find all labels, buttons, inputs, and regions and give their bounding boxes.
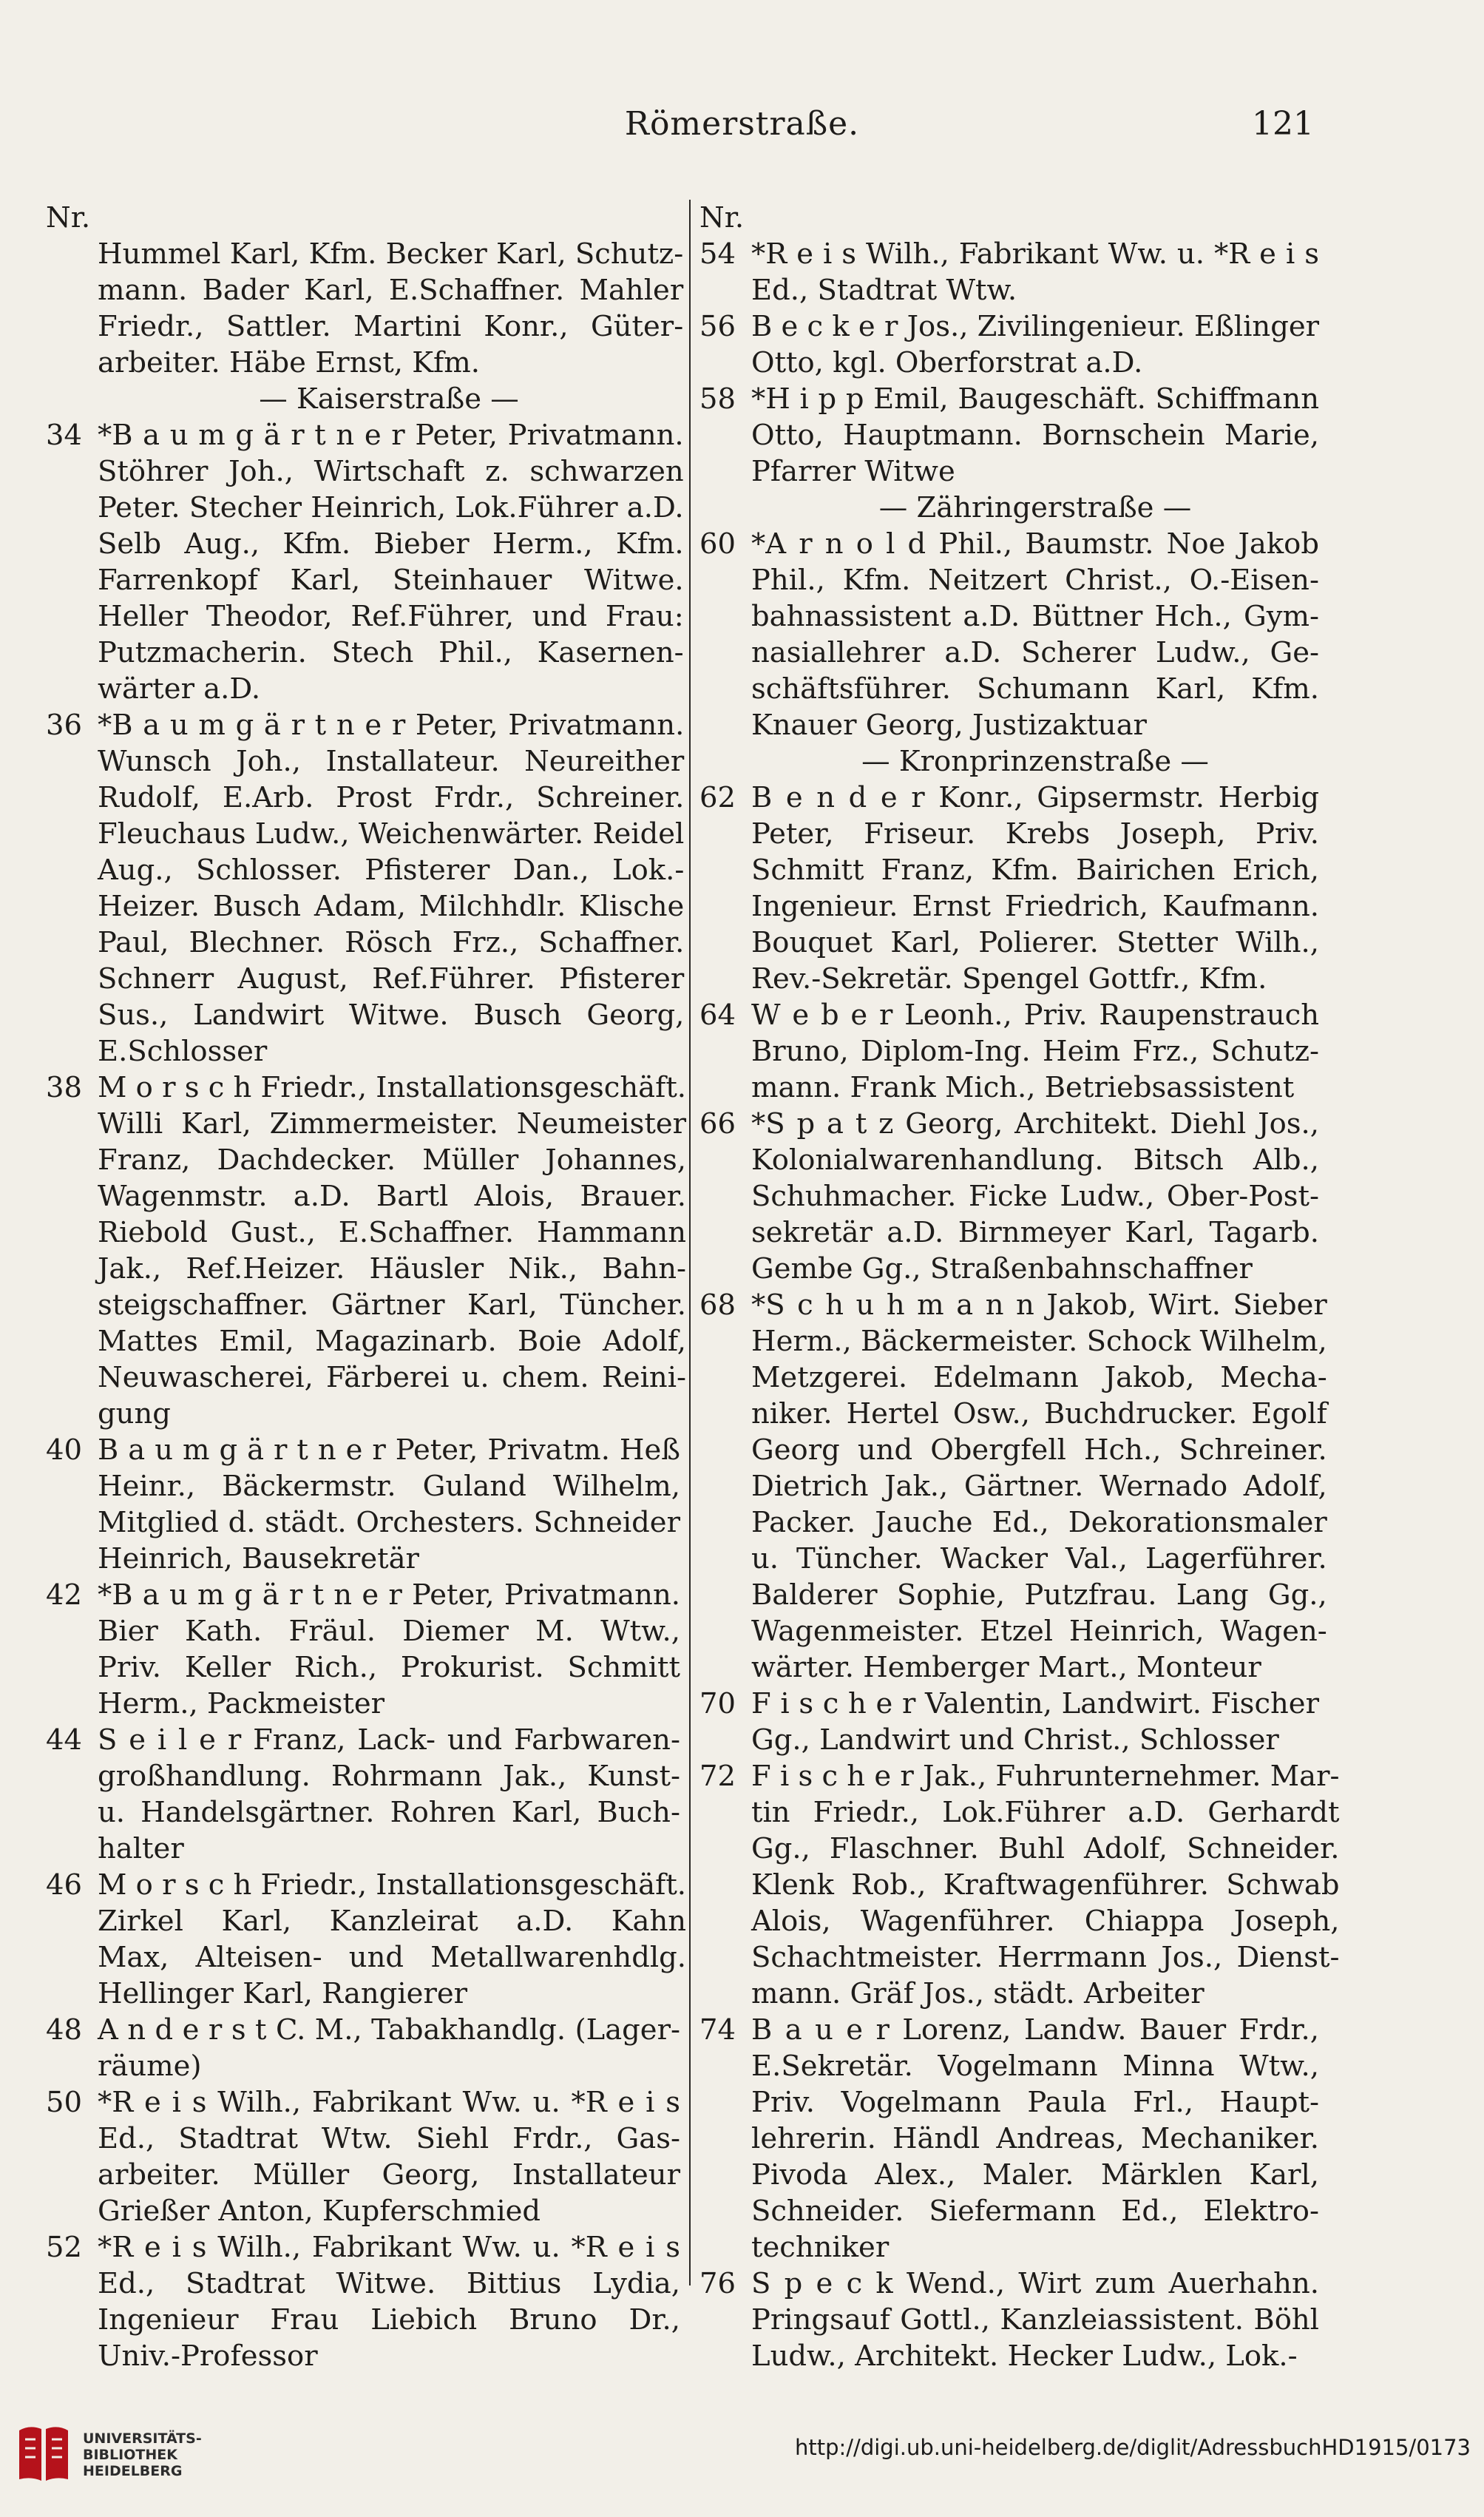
resident-line: Herm., Bäckermeister. Schock Wilhelm,: [751, 1325, 1327, 1358]
resident-list: [98, 1577, 680, 1722]
resident-line: steigschaffner. Gärtner Karl, Tüncher.: [98, 1288, 687, 1322]
resident-line: Grießer Anton, Kupferschmied: [98, 2195, 541, 2228]
resident-line: M o r s c h Friedr., Installationsgeschäft.: [98, 1868, 687, 1902]
resident-line: räume): [98, 2050, 202, 2083]
house-number: 58: [699, 382, 736, 416]
resident-list: [751, 526, 1319, 743]
house-number: 36: [46, 709, 82, 742]
resident-line: Pringsauf Gottl., Kanzleiassistent. Böhl: [751, 2303, 1319, 2337]
resident-line: *B a u m g ä r t n e r Peter, Privatmann.: [98, 709, 685, 742]
address-entry: [699, 1287, 1327, 1686]
library-name-line: HEIDELBERG: [83, 2463, 183, 2479]
resident-line: F i s c h e r Valentin, Landwirt. Fischer: [751, 1687, 1319, 1720]
house-number: 66: [699, 1107, 736, 1141]
resident-line: lehrerin. Händl Andreas, Mechaniker.: [751, 2122, 1319, 2155]
resident-line: B e c k e r Jos., Zivilingenieur. Eßlinger: [751, 310, 1320, 343]
address-entry: [46, 1070, 687, 1432]
address-entry: [699, 1686, 1319, 1758]
address-entry: [46, 417, 684, 707]
resident-line: bahnassistent a.D. Büttner Hch., Gym-: [751, 600, 1319, 633]
address-entry: [46, 1432, 680, 1577]
house-number: 48: [46, 2013, 82, 2047]
resident-line: Riebold Gust., E.Schaffner. Hammann: [98, 1216, 687, 1249]
resident-line: arbeiter. Müller Georg, Installateur: [98, 2158, 680, 2192]
house-number: 68: [699, 1288, 736, 1322]
house-number: 56: [699, 310, 736, 343]
resident-line: Hummel Karl, Kfm. Becker Karl, Schutz-: [98, 237, 684, 271]
resident-line: u. Handelsgärtner. Rohren Karl, Buch-: [98, 1796, 680, 1829]
resident-line: Hellinger Karl, Rangierer: [98, 1977, 468, 2010]
street-heading: — Kaiserstraße —: [259, 382, 519, 416]
resident-line: Schneider. Siefermann Ed., Elektro-: [751, 2195, 1319, 2228]
resident-list: [751, 1686, 1319, 1758]
resident-line: Fleuchaus Ludw., Weichenwärter. Reidel: [98, 817, 685, 851]
resident-line: Bouquet Karl, Polierer. Stetter Wilh.,: [751, 926, 1319, 959]
house-number: 64: [699, 999, 736, 1032]
resident-line: A n d e r s t C. M., Tabakhandlg. (Lager-: [98, 2013, 680, 2047]
resident-line: Heizer. Busch Adam, Milchhdlr. Klische: [98, 890, 685, 923]
resident-list: [751, 308, 1319, 381]
resident-line: Schnerr August, Ref.Führer. Pfisterer: [98, 962, 685, 996]
resident-line: Priv. Keller Rich., Prokurist. Schmitt: [98, 1651, 680, 1684]
resident-line: Priv. Vogelmann Paula Frl., Haupt-: [751, 2086, 1319, 2119]
house-number: 74: [699, 2013, 736, 2047]
resident-line: Pfarrer Witwe: [751, 455, 955, 488]
resident-line: Phil., Kfm. Neitzert Christ., O.-Eisen-: [751, 564, 1319, 597]
resident-line: nasiallehrer a.D. Scherer Ludw., Ge-: [751, 636, 1319, 669]
resident-line: M o r s c h Friedr., Installationsgeschäft.: [98, 1071, 687, 1104]
resident-line: *S c h u h m a n n Jakob, Wirt. Sieber: [751, 1288, 1327, 1322]
resident-line: *R e i s Wilh., Fabrikant Ww. u. *R e i s: [751, 237, 1319, 271]
address-entry: [46, 2012, 680, 2084]
resident-line: F i s c h e r Jak., Fuhrunternehmer. Mar-: [751, 1760, 1340, 1793]
house-number: 54: [699, 237, 736, 271]
resident-line: *R e i s Wilh., Fabrikant Ww. u. *R e i s: [98, 2231, 680, 2264]
address-entry: [699, 1758, 1340, 2012]
left-column: [46, 200, 687, 2373]
resident-line: *R e i s Wilh., Fabrikant Ww. u. *R e i s: [98, 2086, 680, 2119]
resident-list: [751, 2266, 1319, 2374]
resident-line: Neuwascherei, Färberei u. chem. Reini-: [98, 1361, 687, 1394]
resident-list: [98, 1070, 686, 1432]
resident-line: Farrenkopf Karl, Steinhauer Witwe.: [98, 564, 684, 597]
resident-line: Dietrich Jak., Gärtner. Wernado Adolf,: [751, 1470, 1327, 1503]
resident-line: B a u m g ä r t n e r Peter, Privatm. Heß: [98, 1433, 680, 1467]
resident-line: Gembe Gg., Straßenbahnschaffner: [751, 1252, 1253, 1285]
resident-list: [751, 381, 1319, 490]
resident-line: W e b e r Leonh., Priv. Raupenstrauch: [751, 999, 1319, 1032]
resident-line: Heinr., Bäckermstr. Guland Wilhelm,: [98, 1470, 680, 1503]
house-number: 40: [46, 1433, 82, 1467]
resident-line: Zirkel Karl, Kanzleirat a.D. Kahn: [98, 1905, 687, 1938]
resident-line: Otto, kgl. Oberforstrat a.D.: [751, 346, 1143, 379]
resident-line: gung: [98, 1397, 171, 1430]
resident-line: Bruno, Diplom-Ing. Heim Frz., Schutz-: [751, 1035, 1319, 1068]
resident-line: *H i p p Emil, Baugeschäft. Schiffmann: [751, 382, 1319, 416]
resident-line: Knauer Georg, Justizaktuar: [751, 709, 1147, 742]
resident-line: *A r n o l d Phil., Baumstr. Noe Jakob: [751, 527, 1319, 561]
resident-list: [98, 1867, 686, 2012]
resident-list: [98, 236, 683, 381]
resident-line: Aug., Schlosser. Pfisterer Dan., Lok.-: [98, 854, 685, 887]
house-number: 52: [46, 2231, 82, 2264]
resident-line: Herm., Packmeister: [98, 1687, 385, 1720]
resident-line: Max, Alteisen- und Metallwarenhdlg.: [98, 1941, 687, 1974]
address-entry: [699, 997, 1319, 1106]
library-name-line: UNIVERSITÄTS-: [83, 2430, 202, 2447]
resident-line: Balderer Sophie, Putzfrau. Lang Gg.,: [751, 1578, 1327, 1612]
resident-line: Ed., Stadtrat Wtw.: [751, 274, 1017, 307]
library-name: [83, 2430, 202, 2479]
column-divider: [689, 200, 691, 2285]
street-heading: — Zähringerstraße —: [878, 491, 1192, 524]
resident-line: Bier Kath. Fräul. Diemer M. Wtw.,: [98, 1615, 680, 1648]
resident-line: sekretär a.D. Birnmeyer Karl, Tagarb.: [751, 1216, 1319, 1249]
library-logo: [15, 2417, 200, 2491]
resident-line: Jak., Ref.Heizer. Häusler Nik., Bahn-: [98, 1252, 687, 1285]
resident-line: Peter, Friseur. Krebs Joseph, Priv.: [751, 817, 1319, 851]
resident-line: E.Schlosser: [98, 1035, 268, 1068]
resident-line: *B a u m g ä r t n e r Peter, Privatmann.: [98, 419, 684, 452]
address-entry: [699, 2266, 1319, 2374]
resident-line: Univ.-Professor: [98, 2339, 318, 2373]
column-label: Nr.: [46, 201, 91, 234]
house-number: 62: [699, 781, 736, 814]
address-entry: [46, 707, 685, 1070]
resident-list: [98, 2084, 680, 2229]
resident-line: Peter. Stecher Heinrich, Lok.Führer a.D.: [98, 491, 684, 524]
resident-line: mann. Bader Karl, E.Schaffner. Mahler: [98, 274, 684, 307]
resident-line: mann. Gräf Jos., städt. Arbeiter: [751, 1977, 1205, 2010]
resident-line: niker. Hertel Osw., Buchdrucker. Egolf: [751, 1397, 1327, 1430]
resident-line: schäftsführer. Schumann Karl, Kfm.: [751, 672, 1319, 706]
house-number: 42: [46, 1578, 82, 1612]
page-title: Römerstraße.: [624, 105, 860, 143]
resident-line: Gg., Flaschner. Buhl Adolf, Schneider.: [751, 1832, 1340, 1865]
resident-line: u. Tüncher. Wacker Val., Lagerführer.: [751, 1542, 1327, 1575]
address-entry: [699, 308, 1319, 381]
resident-line: Putzmacherin. Stech Phil., Kasernen-: [98, 636, 684, 669]
address-entry: [699, 381, 1319, 490]
resident-line: Ludw., Architekt. Hecker Ludw., Lok.-: [751, 2339, 1298, 2373]
resident-line: Rudolf, E.Arb. Prost Frdr., Schreiner.: [98, 781, 685, 814]
resident-line: wärter a.D.: [98, 672, 261, 706]
house-number: 72: [699, 1760, 736, 1793]
house-number: 38: [46, 1071, 82, 1104]
resident-line: Willi Karl, Zimmermeister. Neumeister: [98, 1107, 687, 1141]
resident-list: [98, 707, 684, 1070]
address-entry: [46, 2229, 680, 2374]
resident-line: Wunsch Joh., Installateur. Neureither: [98, 745, 685, 778]
resident-list: [751, 2012, 1319, 2266]
resident-line: Gg., Landwirt und Christ., Schlosser: [751, 1723, 1279, 1757]
resident-list: [98, 2012, 680, 2084]
address-entry: [46, 1577, 680, 1722]
resident-line: Heller Theodor, Ref.Führer, und Frau:: [98, 600, 684, 633]
address-entry: [46, 236, 684, 381]
resident-line: Franz, Dachdecker. Müller Johannes,: [98, 1143, 687, 1177]
resident-line: Mitglied d. städt. Orchesters. Schneider: [98, 1506, 680, 1539]
street-heading: — Kronprinzenstraße —: [861, 745, 1209, 778]
resident-line: Ingenieur Frau Liebich Bruno Dr.,: [98, 2303, 680, 2337]
resident-line: großhandlung. Rohrmann Jak., Kunst-: [98, 1760, 680, 1793]
resident-line: Pivoda Alex., Maler. Märklen Karl,: [751, 2158, 1319, 2192]
resident-list: [751, 997, 1319, 1106]
resident-line: Rev.-Sekretär. Spengel Gottfr., Kfm.: [751, 962, 1267, 996]
source-url-link[interactable]: http://digi.ub.uni-heidelberg.de/diglit/AdressbuchHD1915/0173: [794, 2435, 1471, 2460]
resident-line: Paul, Blechner. Rösch Frz., Schaffner.: [98, 926, 685, 959]
house-number: [46, 236, 98, 381]
resident-line: techniker: [751, 2231, 890, 2264]
resident-list: [751, 1758, 1340, 2012]
address-entry: [699, 780, 1319, 997]
resident-list: [98, 1722, 680, 1867]
resident-line: wärter. Hemberger Mart., Monteur: [751, 1651, 1261, 1684]
house-number: 76: [699, 2267, 736, 2300]
address-entry: [46, 1722, 680, 1867]
resident-line: Mattes Emil, Magazinarb. Boie Adolf,: [98, 1325, 687, 1358]
resident-line: Ed., Stadtrat Wtw. Siehl Frdr., Gas-: [98, 2122, 680, 2155]
resident-line: B e n d e r Konr., Gipsermstr. Herbig: [751, 781, 1319, 814]
resident-list: [751, 1287, 1327, 1686]
resident-line: B a u e r Lorenz, Landw. Bauer Frdr.,: [751, 2013, 1319, 2047]
resident-list: [98, 1432, 680, 1577]
resident-list: [751, 780, 1319, 997]
resident-line: Otto, Hauptmann. Bornschein Marie,: [751, 419, 1319, 452]
resident-line: E.Sekretär. Vogelmann Minna Wtw.,: [751, 2050, 1319, 2083]
page-number: 121: [1252, 105, 1314, 143]
resident-line: S e i l e r Franz, Lack- und Farbwaren-: [98, 1723, 680, 1757]
resident-line: Wagenmeister. Etzel Heinrich, Wagen-: [751, 1615, 1327, 1648]
address-entry: [46, 2084, 680, 2229]
address-entry: [699, 526, 1319, 743]
resident-line: Klenk Rob., Kraftwagenführer. Schwab: [751, 1868, 1340, 1902]
right-column: [699, 200, 1340, 2373]
resident-line: Schuhmacher. Ficke Ludw., Ober-Post-: [751, 1180, 1319, 1213]
resident-line: Georg und Obergfell Hch., Schreiner.: [751, 1433, 1327, 1467]
resident-list: [98, 2229, 680, 2374]
resident-line: *S p a t z Georg, Architekt. Diehl Jos.,: [751, 1107, 1319, 1141]
resident-line: Schmitt Franz, Kfm. Bairichen Erich,: [751, 854, 1319, 887]
resident-list: [751, 236, 1319, 308]
resident-line: Metzgerei. Edelmann Jakob, Mecha-: [751, 1361, 1327, 1394]
resident-line: Heinrich, Bausekretär: [98, 1542, 419, 1575]
resident-line: mann. Frank Mich., Betriebsassistent: [751, 1071, 1295, 1104]
house-number: 70: [699, 1687, 736, 1720]
resident-line: Packer. Jauche Ed., Dekorationsmaler: [751, 1506, 1327, 1539]
resident-line: Ingenieur. Ernst Friedrich, Kaufmann.: [751, 890, 1319, 923]
house-number: 50: [46, 2086, 82, 2119]
library-name-line: BIBLIOTHEK: [83, 2447, 177, 2463]
house-number: 46: [46, 1868, 82, 1902]
address-entry: [46, 1867, 687, 2012]
resident-list: [751, 1106, 1319, 1287]
resident-line: Ed., Stadtrat Witwe. Bittius Lydia,: [98, 2267, 680, 2300]
house-number: 60: [699, 527, 736, 561]
resident-line: Kolonialwarenhandlung. Bitsch Alb.,: [751, 1143, 1319, 1177]
house-number: 44: [46, 1723, 82, 1757]
resident-line: Sus., Landwirt Witwe. Busch Georg,: [98, 999, 685, 1032]
resident-line: Friedr., Sattler. Martini Konr., Güter-: [98, 310, 684, 343]
resident-line: halter: [98, 1832, 184, 1865]
resident-line: Alois, Wagenführer. Chiappa Joseph,: [751, 1905, 1340, 1938]
resident-line: Schachtmeister. Herrmann Jos., Dienst-: [751, 1941, 1340, 1974]
house-number: 34: [46, 419, 82, 452]
address-entry: [699, 236, 1319, 308]
resident-list: [98, 417, 684, 707]
column-label: Nr.: [699, 201, 745, 234]
address-entry: [699, 1106, 1319, 1287]
resident-line: Selb Aug., Kfm. Bieber Herm., Kfm.: [98, 527, 684, 561]
resident-line: arbeiter. Häbe Ernst, Kfm.: [98, 346, 480, 379]
resident-line: Stöhrer Joh., Wirtschaft z. schwarzen: [98, 455, 684, 488]
library-seal-icon: [15, 2423, 72, 2485]
address-entry: [699, 2012, 1319, 2266]
resident-line: tin Friedr., Lok.Führer a.D. Gerhardt: [751, 1796, 1340, 1829]
resident-line: S p e c k Wend., Wirt zum Auerhahn.: [751, 2267, 1319, 2300]
resident-line: *B a u m g ä r t n e r Peter, Privatmann.: [98, 1578, 680, 1612]
resident-line: Wagenmstr. a.D. Bartl Alois, Brauer.: [98, 1180, 687, 1213]
